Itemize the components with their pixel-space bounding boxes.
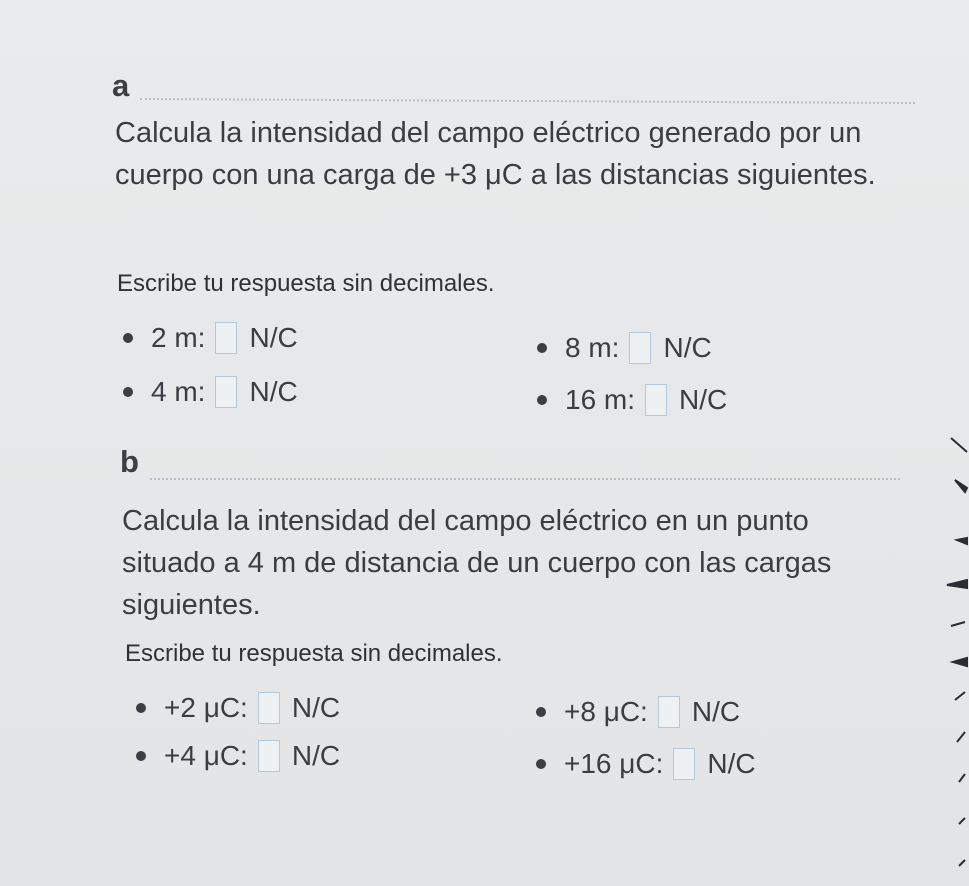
- answer-item: [537, 332, 712, 364]
- instruction-text: Escribe tu respuesta sin decimales.: [125, 640, 503, 667]
- section-label: b: [120, 444, 139, 479]
- answer-input[interactable]: [215, 322, 237, 354]
- item-prompt: +2 μC:: [164, 692, 248, 723]
- unit-label: N/C: [691, 696, 741, 727]
- answer-item: [537, 384, 727, 416]
- answer-item: [123, 322, 298, 354]
- question-text: Calcula la intensidad del campo eléctrico generado por un cuerpo con una carga de +3 μC a las distancias siguientes.: [115, 117, 876, 191]
- answer-input[interactable]: [258, 692, 280, 724]
- item-prompt: +16 μC:: [564, 748, 664, 779]
- answer-item: [536, 696, 740, 728]
- answer-item: [136, 740, 340, 772]
- answer-input[interactable]: [673, 748, 695, 780]
- item-prompt: 2 m:: [151, 322, 206, 353]
- bullet-icon: [536, 759, 546, 769]
- bullet-icon: [537, 343, 547, 353]
- unit-label: N/C: [249, 322, 298, 353]
- unit-label: N/C: [707, 748, 756, 779]
- item-prompt: +4 μC:: [164, 740, 248, 771]
- bullet-icon: [123, 333, 133, 343]
- answer-input[interactable]: [215, 376, 237, 408]
- answer-input[interactable]: [258, 740, 280, 772]
- unit-label: N/C: [679, 384, 728, 415]
- screen-edge-artifact: [921, 380, 969, 886]
- unit-label: N/C: [291, 740, 341, 771]
- item-prompt: +8 μC:: [564, 696, 648, 727]
- answer-input[interactable]: [658, 696, 680, 728]
- bullet-icon: [537, 395, 547, 405]
- answer-item: [123, 376, 298, 408]
- answer-item: [136, 692, 340, 724]
- edge-marks-icon: [921, 380, 969, 886]
- bullet-icon: [123, 387, 133, 397]
- unit-label: N/C: [663, 332, 712, 363]
- unit-label: N/C: [249, 376, 298, 407]
- item-prompt: 4 m:: [151, 376, 206, 407]
- item-prompt: 16 m:: [565, 384, 636, 415]
- answer-input[interactable]: [629, 332, 651, 364]
- section-label: a: [112, 68, 130, 103]
- answer-item: [536, 748, 756, 780]
- section-divider: [140, 98, 915, 104]
- bullet-icon: [136, 703, 146, 713]
- item-prompt: 8 m:: [565, 332, 620, 363]
- answer-input[interactable]: [645, 384, 667, 416]
- question-text: Calcula la intensidad del campo eléctrico en un punto situado a 4 m de distancia de un cuerpo con las cargas siguientes.: [122, 505, 832, 621]
- instruction-text: Escribe tu respuesta sin decimales.: [117, 270, 495, 297]
- bullet-icon: [136, 751, 146, 761]
- bullet-icon: [536, 707, 546, 717]
- unit-label: N/C: [291, 692, 341, 723]
- section-divider: [150, 478, 900, 480]
